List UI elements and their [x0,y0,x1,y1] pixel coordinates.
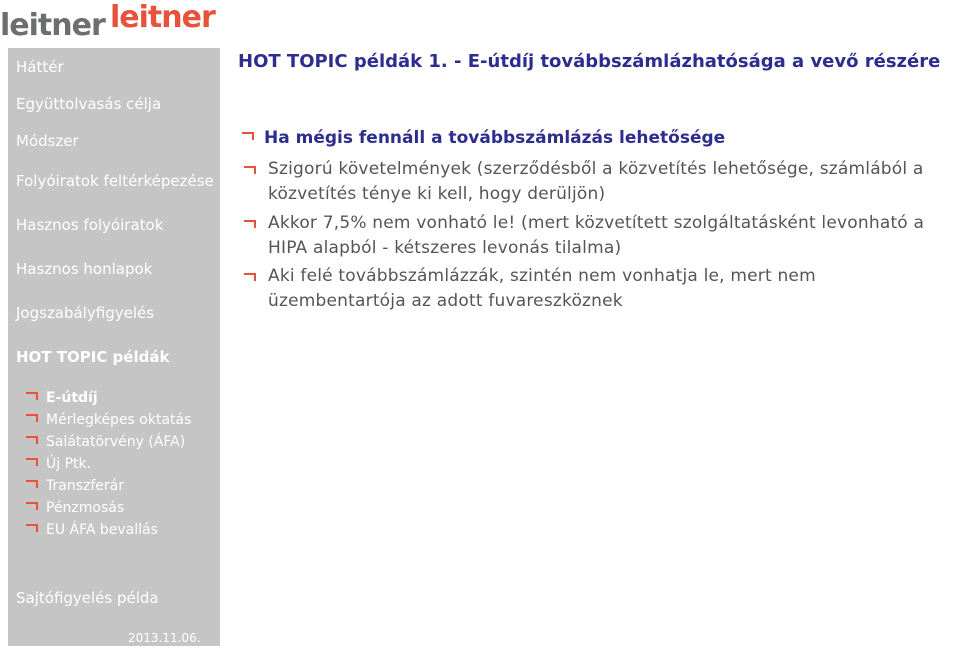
bullet-icon [26,458,38,466]
sidebar-item-folyoiratok-felterkepezese[interactable]: Folyóiratok feltérképezése [16,172,214,190]
sidebar-item-egyuttolvasas[interactable]: Együttolvasás célja [16,95,162,113]
level2-item: Akkor 7,5% nem vonható le! (mert közvetített szolgáltatásként levonható a HIPA alapból - kétszeres levonás tilalma) [268,211,958,261]
sidebar-item-modszer[interactable]: Módszer [16,132,79,150]
slide-title: HOT TOPIC példák 1. - E-útdíj továbbszámlázhatósága a vevő részére [238,51,941,72]
bullet-icon [26,480,38,488]
sidebar-subitem-salatatorveny[interactable]: Salátatörvény (ÁFA) [26,434,185,450]
sidebar-subitem-transzferar[interactable]: Transzferár [26,478,124,494]
bullet-icon [26,502,38,510]
sidebar-subitem-eu-afa[interactable]: EU ÁFA bevallás [26,522,158,538]
leitner-logo [0,0,240,46]
bullet-icon [244,220,256,228]
bullet-icon [26,436,38,444]
logo-word-gray: leitner [0,8,105,43]
footer-date: 2013.11.06. [128,631,201,645]
bullet-icon [26,392,38,400]
level2-item: Szigorú követelmények (szerződésből a közvetítés lehetősége, számlából a közvetítés ténye ki kell, hogy derüljön) [268,157,958,207]
sidebar-subitem-e-utdij[interactable]: E-útdíj [26,390,98,406]
sidebar-subitem-penzmosas[interactable]: Pénzmosás [26,500,124,516]
sidebar-item-hasznos-folyoiratok[interactable]: Hasznos folyóiratok [16,216,164,234]
bullet-icon [26,524,38,532]
level1-item: Ha mégis fennáll a továbbszámlázás lehetősége [242,128,725,148]
sidebar-item-sajtofigyeles[interactable]: Sajtófigyelés példa [16,589,159,607]
sidebar [8,48,220,646]
bullet-icon [26,414,38,422]
sidebar-subitem-uj-ptk[interactable]: Új Ptk. [26,456,91,472]
logo-word-red: leitner [110,0,215,35]
level2-item: Aki felé továbbszámlázzák, szintén nem vonhatja le, mert nem üzembentartója az adott fuvareszköznek [268,264,958,314]
sidebar-item-hot-topic[interactable]: HOT TOPIC példák [16,348,170,366]
bullet-icon [242,132,254,140]
sidebar-item-jogszabalyfigyeles[interactable]: Jogszabályfigyelés [16,304,155,322]
bullet-icon [244,166,256,174]
sidebar-item-hasznos-honlapok[interactable]: Hasznos honlapok [16,260,153,278]
slide-content [238,50,956,311]
sidebar-item-hatter[interactable]: Háttér [16,58,64,76]
sidebar-subitem-merlegkepes[interactable]: Mérlegképes oktatás [26,412,191,428]
bullet-icon [244,273,256,281]
